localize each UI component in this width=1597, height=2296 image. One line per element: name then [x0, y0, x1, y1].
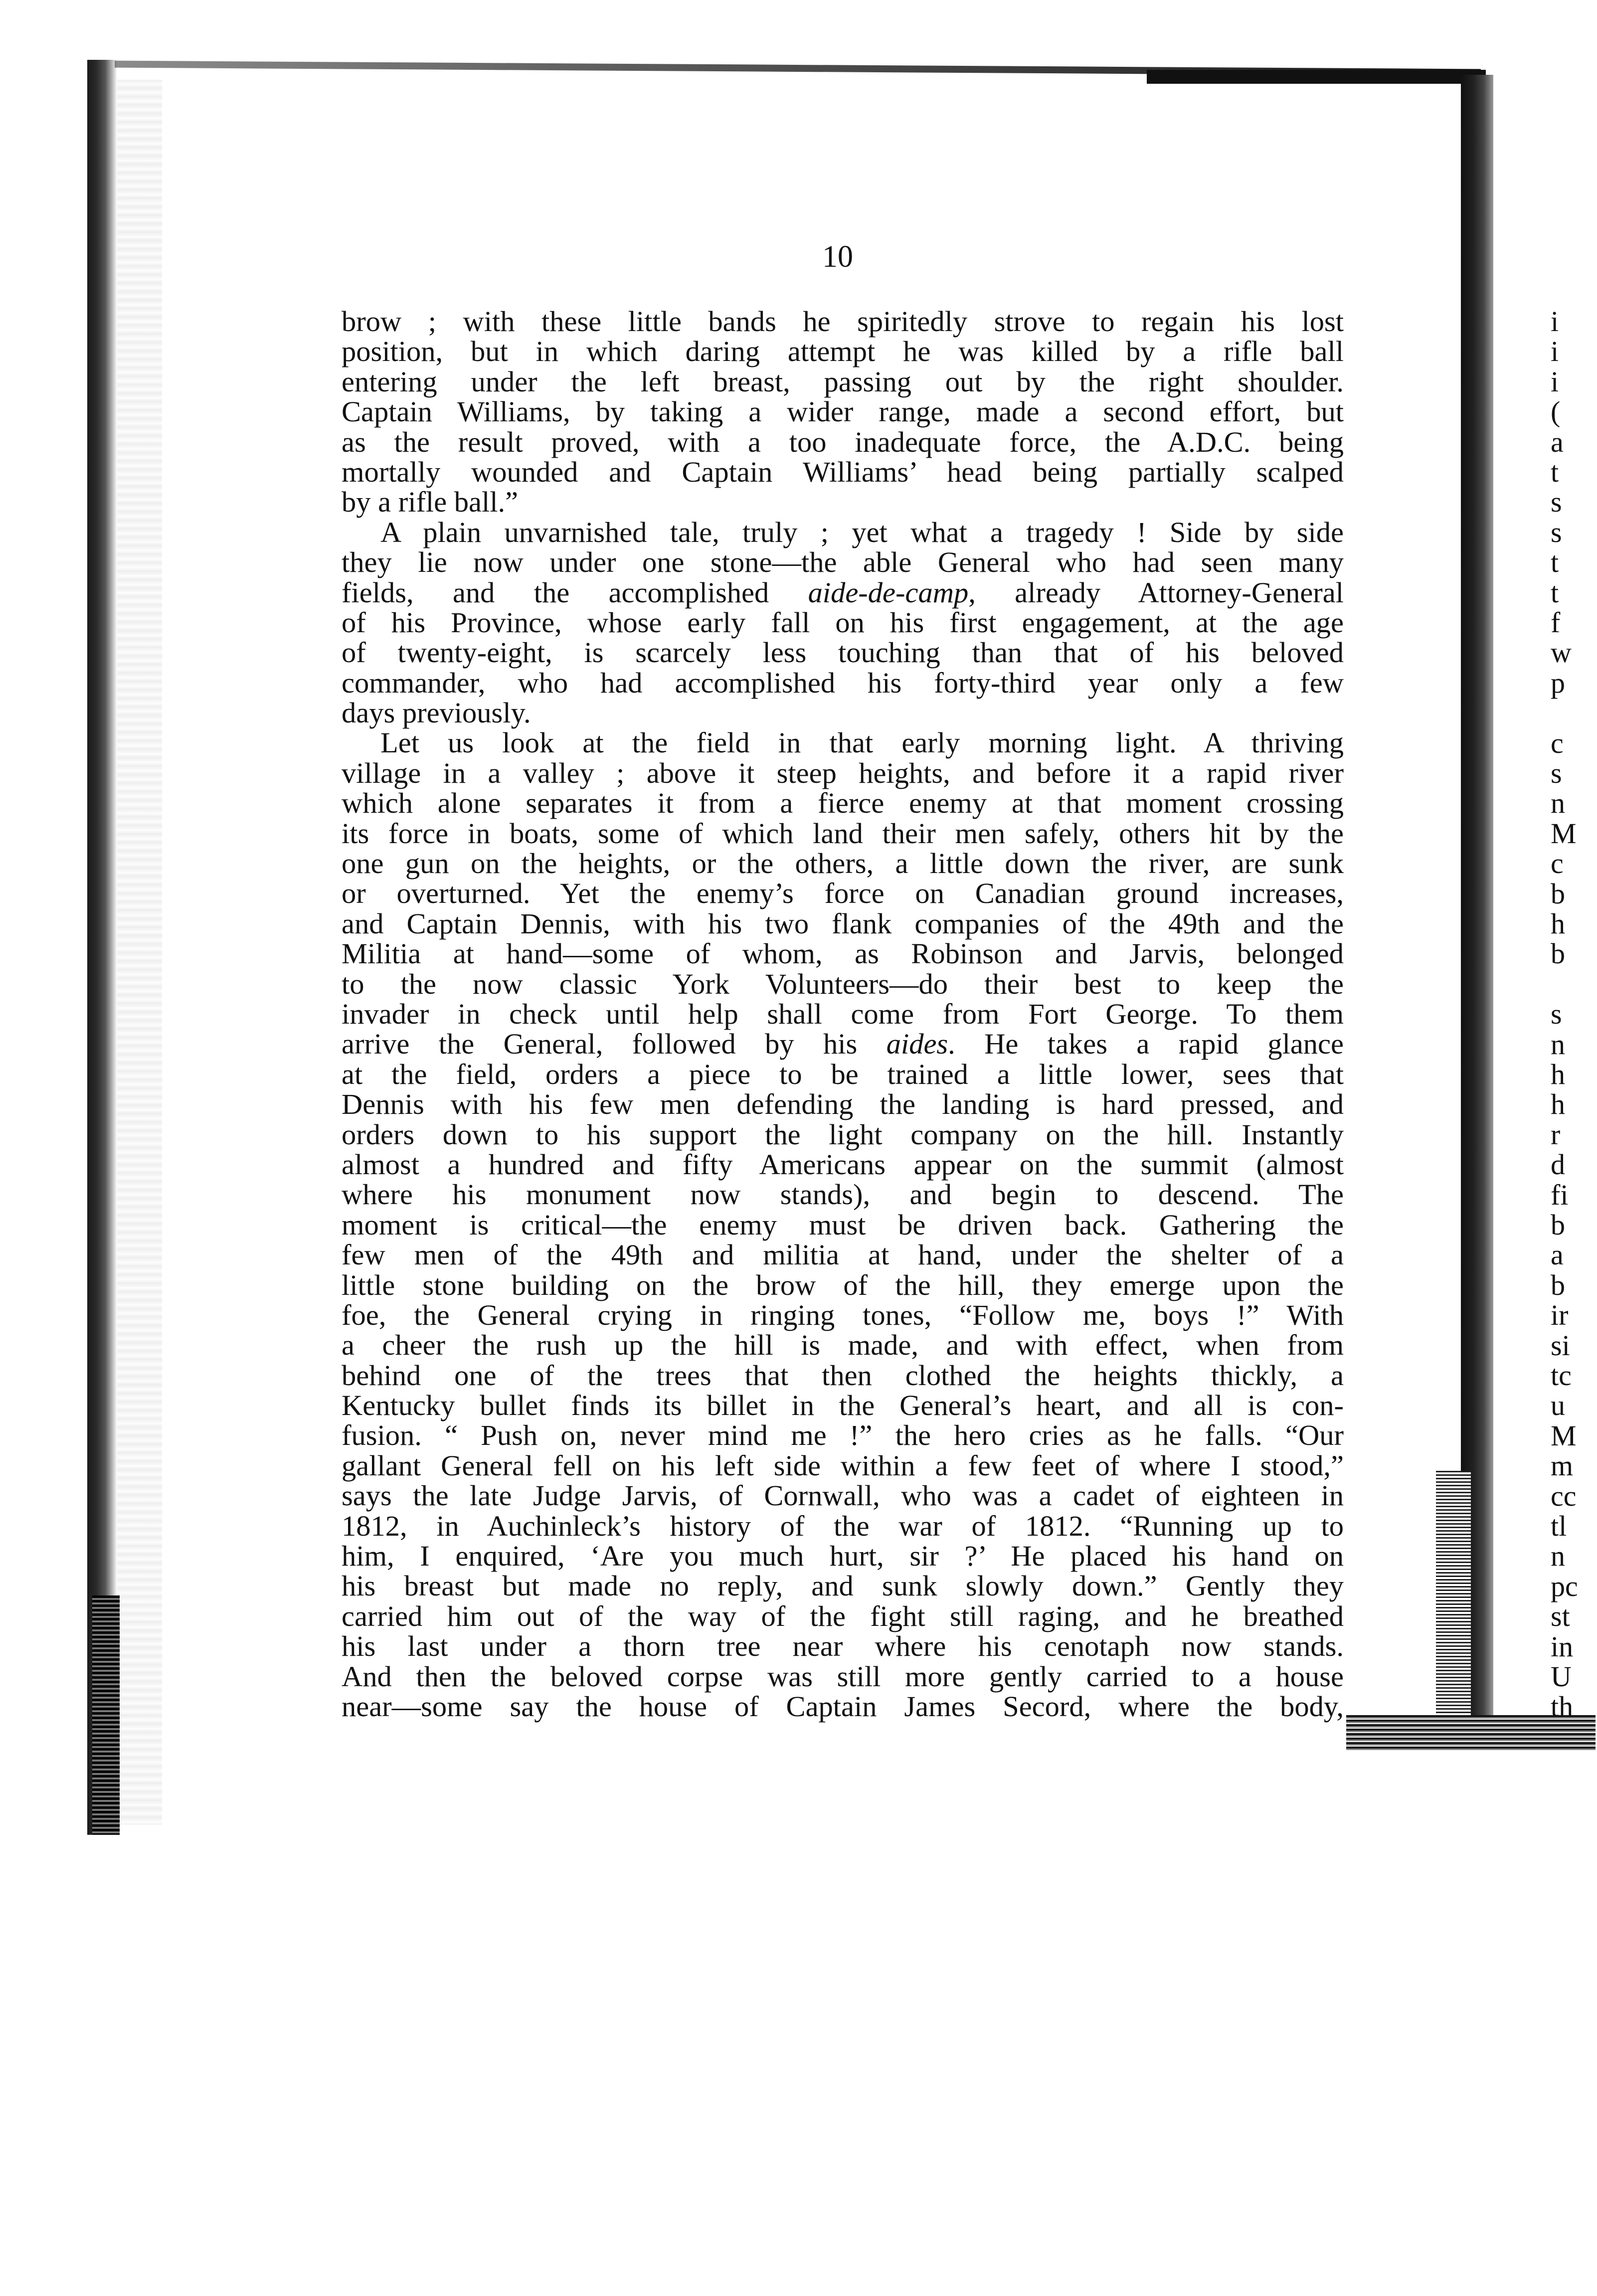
margin-fragment: u — [1551, 1389, 1565, 1422]
text-line: one gun on the heights, or the others, a little down the river, are sunk — [342, 847, 1344, 880]
text-line: Militia at hand—some of whom, as Robinson and Jarvis, belonged — [342, 937, 1344, 970]
margin-fragment: c — [1551, 726, 1564, 759]
margin-fragment: in — [1551, 1630, 1574, 1663]
text-line: him, I enquired, ‘Are you much hurt, sir ?’ He placed his hand on — [342, 1540, 1344, 1573]
margin-fragment: a — [1551, 425, 1564, 458]
margin-fragment: ( — [1551, 395, 1561, 428]
margin-fragment: b — [1551, 1268, 1565, 1301]
margin-fragment: ir — [1551, 1299, 1569, 1332]
margin-fragment: tc — [1551, 1359, 1572, 1392]
margin-fragment: st — [1551, 1600, 1570, 1633]
text-line: And then the beloved corpse was still more gently carried to a house — [342, 1660, 1344, 1693]
margin-fragment: U — [1551, 1660, 1572, 1693]
text-line: entering under the left breast, passing out by the right shoulder. — [342, 365, 1344, 398]
margin-fragment: b — [1551, 1209, 1565, 1241]
right-spine-texture — [1436, 1471, 1471, 1720]
margin-fragment: c — [1551, 847, 1564, 880]
page-number: 10 — [822, 240, 853, 274]
margin-fragment: t — [1551, 456, 1559, 488]
margin-fragment: fi — [1551, 1178, 1569, 1211]
italic-term: aide-de-camp — [808, 576, 969, 609]
italic-term: aides — [886, 1028, 948, 1060]
left-binding-texture — [117, 80, 162, 1825]
text-line: little stone building on the brow of the hill, they emerge upon the — [342, 1268, 1344, 1301]
margin-fragment: pc — [1551, 1570, 1578, 1602]
text-line: his last under a thorn tree near where his cenotaph now stands. — [342, 1630, 1344, 1663]
margin-fragment: t — [1551, 576, 1559, 609]
margin-fragment: t — [1551, 546, 1559, 579]
text-line — [342, 578, 1344, 608]
text-line: gallant General fell on his left side within a few feet of where I stood,” — [342, 1449, 1344, 1482]
body-text — [342, 307, 1344, 1722]
text-line: 1812, in Auchinleck’s history of the war of 1812. “Running up to — [342, 1509, 1344, 1542]
text-line: a cheer the rush up the hill is made, and with effect, when from — [342, 1329, 1344, 1362]
text-line: Kentucky bullet finds its billet in the General’s heart, and all is con- — [342, 1389, 1344, 1422]
bottom-left-binding-mark — [92, 1595, 120, 1835]
text-line: its force in boats, some of which land their men safely, others hit by the — [342, 817, 1344, 850]
text-line: brow ; with these little bands he spiritedly strove to regain his lost — [342, 305, 1344, 338]
text-line: behind one of the trees that then clothed the heights thickly, a — [342, 1359, 1344, 1392]
text-line: where his monument now stands), and begin to descend. The — [342, 1178, 1344, 1211]
text-line: they lie now under one stone—the able General who had seen many — [342, 546, 1344, 579]
text-line: commander, who had accomplished his forty-third year only a few — [342, 666, 1344, 699]
margin-fragment: th — [1551, 1690, 1574, 1723]
text-line: Let us look at the field in that early morning light. A thriving — [380, 726, 1344, 759]
text-line: mortally wounded and Captain Williams’ head being partially scalped — [342, 455, 1344, 488]
margin-fragment: s — [1551, 998, 1562, 1031]
text-line: says the late Judge Jarvis, of Cornwall, who was a cadet of eighteen in — [342, 1479, 1344, 1512]
top-right-page-edge — [1147, 70, 1486, 84]
margin-fragment: n — [1551, 787, 1565, 820]
margin-fragment: b — [1551, 877, 1565, 910]
margin-fragment: cc — [1551, 1479, 1577, 1512]
margin-fragment: f — [1551, 606, 1561, 639]
left-binding-shadow — [87, 60, 117, 1835]
text-line: days previously. — [342, 697, 531, 729]
text-segment: . He takes a rapid glance — [948, 1028, 1344, 1060]
margin-fragment: p — [1551, 666, 1565, 699]
margin-fragment: i — [1551, 365, 1559, 398]
text-line: A plain unvarnished tale, truly ; yet what a tragedy ! Side by side — [380, 516, 1344, 548]
text-line: foe, the General crying in ringing tones, “Follow me, boys !” With — [342, 1298, 1344, 1331]
text-line: his breast but made no reply, and sunk slowly down.” Gently they — [342, 1570, 1344, 1602]
text-line: which alone separates it from a fierce enemy at that moment crossing — [342, 787, 1344, 820]
margin-fragment: b — [1551, 937, 1565, 970]
margin-fragment: s — [1551, 757, 1562, 789]
text-line: village in a valley ; above it steep heights, and before it a rapid river — [342, 756, 1344, 789]
text-line — [342, 1029, 1344, 1059]
margin-fragment: i — [1551, 305, 1559, 338]
margin-fragment: r — [1551, 1118, 1561, 1151]
margin-fragment: a — [1551, 1238, 1564, 1271]
margin-fragment: n — [1551, 1540, 1565, 1573]
text-line: orders down to his support the light company on the hill. Instantly — [342, 1118, 1344, 1151]
text-line: as the result proved, with a too inadequate force, the A.D.C. being — [342, 425, 1344, 458]
margin-fragment: h — [1551, 1088, 1565, 1121]
margin-fragment: h — [1551, 907, 1565, 940]
margin-fragment: h — [1551, 1058, 1565, 1090]
text-line: fusion. “ Push on, never mind me !” the hero cries as he falls. “Our — [342, 1419, 1344, 1452]
text-segment: arrive the General, followed by his — [342, 1028, 887, 1060]
text-line: or overturned. Yet the enemy’s force on Canadian ground increases, — [342, 877, 1344, 910]
margin-fragment: si — [1551, 1329, 1570, 1362]
margin-fragment: s — [1551, 486, 1562, 519]
text-line: Dennis with his few men defending the landing is hard pressed, and — [342, 1088, 1344, 1121]
text-segment: fields, and the accomplished — [342, 576, 808, 609]
text-line: almost a hundred and fifty Americans appear on the summit (almost — [342, 1148, 1344, 1181]
text-line: near—some say the house of Captain James Secord, where the body, — [342, 1690, 1344, 1723]
text-line: invader in check until help shall come from Fort George. To them — [342, 997, 1344, 1030]
margin-fragment: n — [1551, 1028, 1565, 1060]
text-line: Captain Williams, by taking a wider range, made a second effort, but — [342, 395, 1344, 428]
text-line: of his Province, whose early fall on his first engagement, at the age — [342, 606, 1344, 639]
text-line: carried him out of the way of the fight still raging, and he breathed — [342, 1599, 1344, 1632]
margin-fragment: m — [1551, 1449, 1574, 1482]
text-segment: , already Attorney-General — [968, 576, 1344, 609]
margin-fragment: d — [1551, 1148, 1565, 1181]
text-line: position, but in which daring attempt he was killed by a rifle ball — [342, 335, 1344, 368]
margin-fragment: w — [1551, 636, 1572, 669]
margin-fragment: i — [1551, 335, 1559, 368]
margin-fragment: M — [1551, 1419, 1577, 1452]
text-line: at the field, orders a piece to be trained a little lower, sees that — [342, 1058, 1344, 1090]
margin-fragment: tl — [1551, 1510, 1567, 1542]
text-line: moment is critical—the enemy must be driven back. Gathering the — [342, 1208, 1344, 1241]
text-line: and Captain Dennis, with his two flank companies of the 49th and the — [342, 907, 1344, 940]
margin-fragment: s — [1551, 516, 1562, 548]
text-line: few men of the 49th and militia at hand, under the shelter of a — [342, 1238, 1344, 1271]
margin-fragment: M — [1551, 817, 1577, 850]
text-line: to the now classic York Volunteers—do their best to keep the — [342, 967, 1344, 1000]
text-line: by a rifle ball.” — [342, 486, 519, 519]
text-line: of twenty-eight, is scarcely less touching than that of his beloved — [342, 636, 1344, 669]
